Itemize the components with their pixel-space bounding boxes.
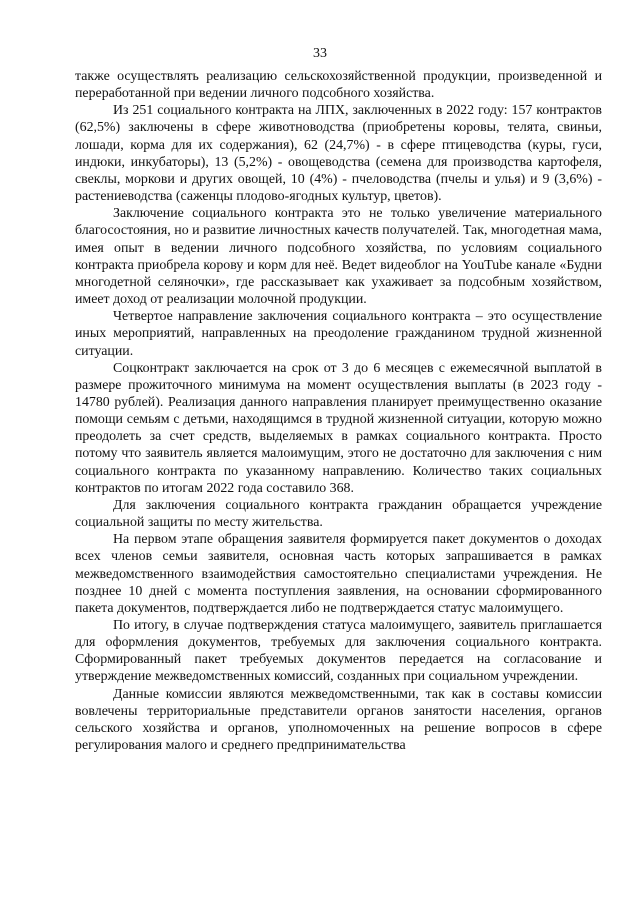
paragraph: также осуществлять реализацию сельскохозяйственной продукции, произведенной и переработанной при ведении личного подсобного хозяйства. <box>75 69 602 102</box>
paragraph: Для заключения социального контракта гражданин обращается учреждение социальной защиты по месту жительства. <box>75 497 602 531</box>
paragraph: На первом этапе обращения заявителя формируется пакет документов о доходах всех членов семьи заявителя, основная часть которых запрашивается в рамках межведомственного взаимодействия самостоятельно специалистами учреждения. Не позднее 10 дней с момента поступления заявления, на основании сформированного пакета документов, подтверждается либо не подтверждается статус малоимущего. <box>75 532 602 616</box>
paragraph: По итогу, в случае подтверждения статуса малоимущего, заявитель приглашается для оформления документов, требуемых для заключения социального контракта. Сформированный пакет требуемых документов передается на согласование и утверждение межведомственных комиссий, созданных при социальном учреждении. <box>75 618 602 685</box>
page-number: 33 <box>313 46 327 61</box>
paragraph: Из 251 социального контракта на ЛПХ, заключенных в 2022 году: 157 контрактов (62,5%) заключены в сфере животноводства (приобретены коровы, телята, свиньи, лошади, корма для их содержания), 62 (24,7%) - в сфере птицеводства (куры, гуси, индюки, инкубаторы), 13 (5,2%) - овощеводства (семена для производства картофеля, свеклы, моркови и других овощей, 10 (4%) - пчеловодства (пчелы и улья) и 9 (3,6%) - растениеводства (саженцы плодово-ягодных культур, цветов). <box>75 103 602 205</box>
document-body <box>75 68 602 754</box>
paragraph: Четвертое направление заключения социального контракта – это осуществление иных мероприятий, направленных на преодоление гражданином трудной жизненной ситуации. <box>75 309 602 359</box>
paragraph: Соцконтракт заключается на срок от 3 до 6 месяцев с ежемесячной выплатой в размере прожиточного минимума на момент осуществления выплаты (в 2023 году - 14780 рублей). Реализация данного направления планирует преимущественно оказание помощи семьям с детьми, находящимся в трудной жизненной ситуации, которую можно преодолеть за счет средств, выделяемых в рамках социального контракта. Просто потому что заявитель является малоимущим, этого не достаточно для заключения с ним социального контракта по указанному направлению. Количество таких социальных контрактов по итогам 2022 года составило 368. <box>75 360 602 496</box>
paragraph: Заключение социального контракта это не только увеличение материального благосостояния, но и развитие личностных качеств получателей. Так, многодетная мама, имея опыт в ведении личного подсобного хозяйства, по условиям социального контракта приобрела корову и корм для неё. Ведет видеоблог на YouTube канале «Будни многодетной селяночки», где рассказывает как ухаживает за подсобным хозяйством, имеет доход от реализации молочной продукции. <box>75 206 602 308</box>
paragraph: Данные комиссии являются межведомственными, так как в составы комиссии вовлечены территориальные представители органов занятости населения, органов сельского хозяйства и органов, уполномоченных на решение вопросов в сфере регулирования малого и среднего предпринимательства <box>75 686 602 754</box>
